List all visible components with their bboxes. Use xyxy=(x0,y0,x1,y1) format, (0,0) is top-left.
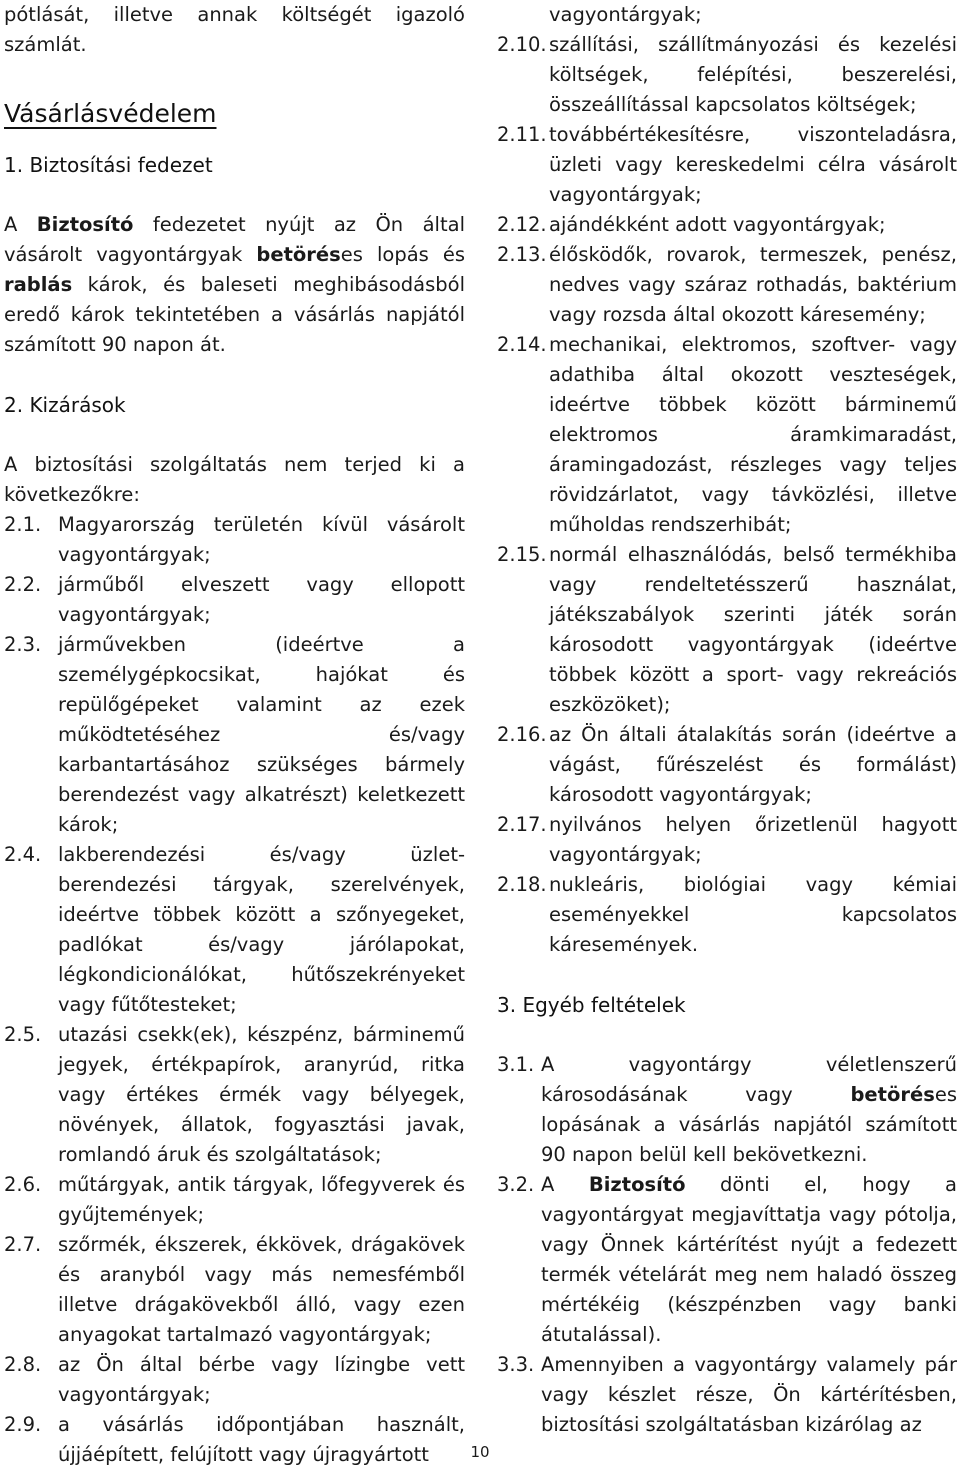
list-item: 2.16. az Ön általi átalakítás során (ideértve a vágást, fűrészelést és formálást) károsodott vagyontárgyak; xyxy=(497,723,957,806)
section-1-body: A Biztosító fedezetet nyújt az Ön által vásárolt vagyontárgyak betöréses lopás és rablás károk, és baleseti meghibásodásból eredő károk tekintetében a vásárlás napjától számított 90 napon át. xyxy=(4,213,465,356)
list-item: 2.18. nukleáris, biológiai vagy kémiai eseményekkel kapcsolatos káresemények. xyxy=(497,873,957,956)
list-item: 2.14. mechanikai, elektromos, szoftver- vagy adathiba által okozott veszteségek, ideértve többek között bárminemű elektromos áramkimaradást, áramingadozást, részleges vagy teljes rövidzárlatot, vagy távközlési, illetve műholdas rendszerhibát; xyxy=(497,333,957,536)
list-item: 2.10. szállítási, szállítmányozási és kezelési költségek, felépítési, beszerelési, összeállítással kapcsolatos költségek; xyxy=(497,33,957,116)
intro-text: pótlását, illetve annak költségét igazoló számlát. xyxy=(4,3,465,56)
list-item-continuation: vagyontárgyak; xyxy=(549,3,702,26)
list-item: 2.3. járművekben (ideértve a személygépkocsikat, hajókat és repülőgépeket valamint az ezek működtetéséhez és/vagy karbantartásához szükséges bármely berendezést vagy alkatrészt) keletkezett károk; xyxy=(4,633,465,836)
list-item: 2.9. a vásárlás időpontjában használt, újjáépített, felújított vagy újragyártott xyxy=(4,1413,465,1466)
section-2-lead: A biztosítási szolgáltatás nem terjed ki a következőkre: xyxy=(4,453,465,506)
list-item: 2.4. lakberendezési és/vagy üzlet-berendezési tárgyak, szerelvények, ideértve többek között a szőnyegeket, padlókat és/vagy járólapokat, légkondicionálókat, hűtőszekrényeket vagy fűtőtesteket; xyxy=(4,843,465,1016)
list-item: 2.7. szőrmék, ékszerek, ékkövek, drágakövek és aranyból vagy más nemesfémből illetve drágakövekből álló, vagy ezen anyagokat tartalmazó vagyontárgyak; xyxy=(4,1233,465,1346)
list-item: 2.13. élősködők, rovarok, termeszek, penész, nedves vagy száraz rothadás, baktérium vagy rozsda által okozott káresemény; xyxy=(497,243,957,326)
section-3-heading: 3. Egyéb feltételek xyxy=(497,993,686,1017)
list-item: 3.1. A vagyontárgy véletlenszerű károsodásának vagy betöréses lopásának a vásárlás napjától számított 90 napon belül kell bekövetkezni. xyxy=(497,1053,957,1166)
list-item: 2.8. az Ön által bérbe vagy lízingbe vett vagyontárgyak; xyxy=(4,1353,465,1406)
list-item: 3.3. Amennyiben a vagyontárgy valamely pár vagy készlet része, Ön kártérítésben, biztosítási szolgáltatásban kizárólag az xyxy=(497,1353,957,1436)
right-column xyxy=(497,0,957,1440)
page-title: Vásárlásvédelem xyxy=(4,99,217,128)
list-item: 2.6. műtárgyak, antik tárgyak, lőfegyverek és gyűjtemények; xyxy=(4,1173,465,1226)
left-column xyxy=(4,0,465,1470)
list-item: 2.5. utazási csekk(ek), készpénz, bárminemű jegyek, értékpapírok, aranyrúd, ritka vagy értékes érmék vagy bélyegek, növények, állatok, fogyasztási javak, romlandó áruk és szolgáltatások; xyxy=(4,1023,465,1166)
list-item: 2.17. nyilvános helyen őrizetlenül hagyott vagyontárgyak; xyxy=(497,813,957,866)
list-item: 2.12. ajándékként adott vagyontárgyak; xyxy=(497,213,886,236)
conditions-list xyxy=(497,1050,957,1440)
list-item: 2.1. Magyarország területén kívül vásárolt vagyontárgyak; xyxy=(4,513,465,566)
list-item: 2.2. járműből elveszett vagy ellopott vagyontárgyak; xyxy=(4,573,465,626)
section-2-heading: 2. Kizárások xyxy=(4,393,126,417)
exclusions-list-left xyxy=(4,510,465,1470)
list-item: 3.2. A Biztosító dönti el, hogy a vagyontárgyat megjavíttatja vagy pótolja, vagy Önnek kártérítést nyújt a fedezett termék vételárát meg nem haladó összeg mértékéig (készpénzben vagy banki átutalással). xyxy=(497,1173,958,1346)
section-1-heading: 1. Biztosítási fedezet xyxy=(4,153,213,177)
exclusions-list-right xyxy=(497,30,957,960)
page-number: 10 xyxy=(470,1443,490,1461)
list-item: 2.15. normál elhasználódás, belső termékhiba vagy rendeltetésszerű használat, játékszabályok szerinti játék során károsodott vagyontárgyak (ideértve többek között a sport- vagy rekreációs eszközöket); xyxy=(497,543,957,716)
list-item: 2.11. továbbértékesítésre, viszonteladásra, üzleti vagy kereskedelmi célra vásárolt vagyontárgyak; xyxy=(497,123,957,206)
